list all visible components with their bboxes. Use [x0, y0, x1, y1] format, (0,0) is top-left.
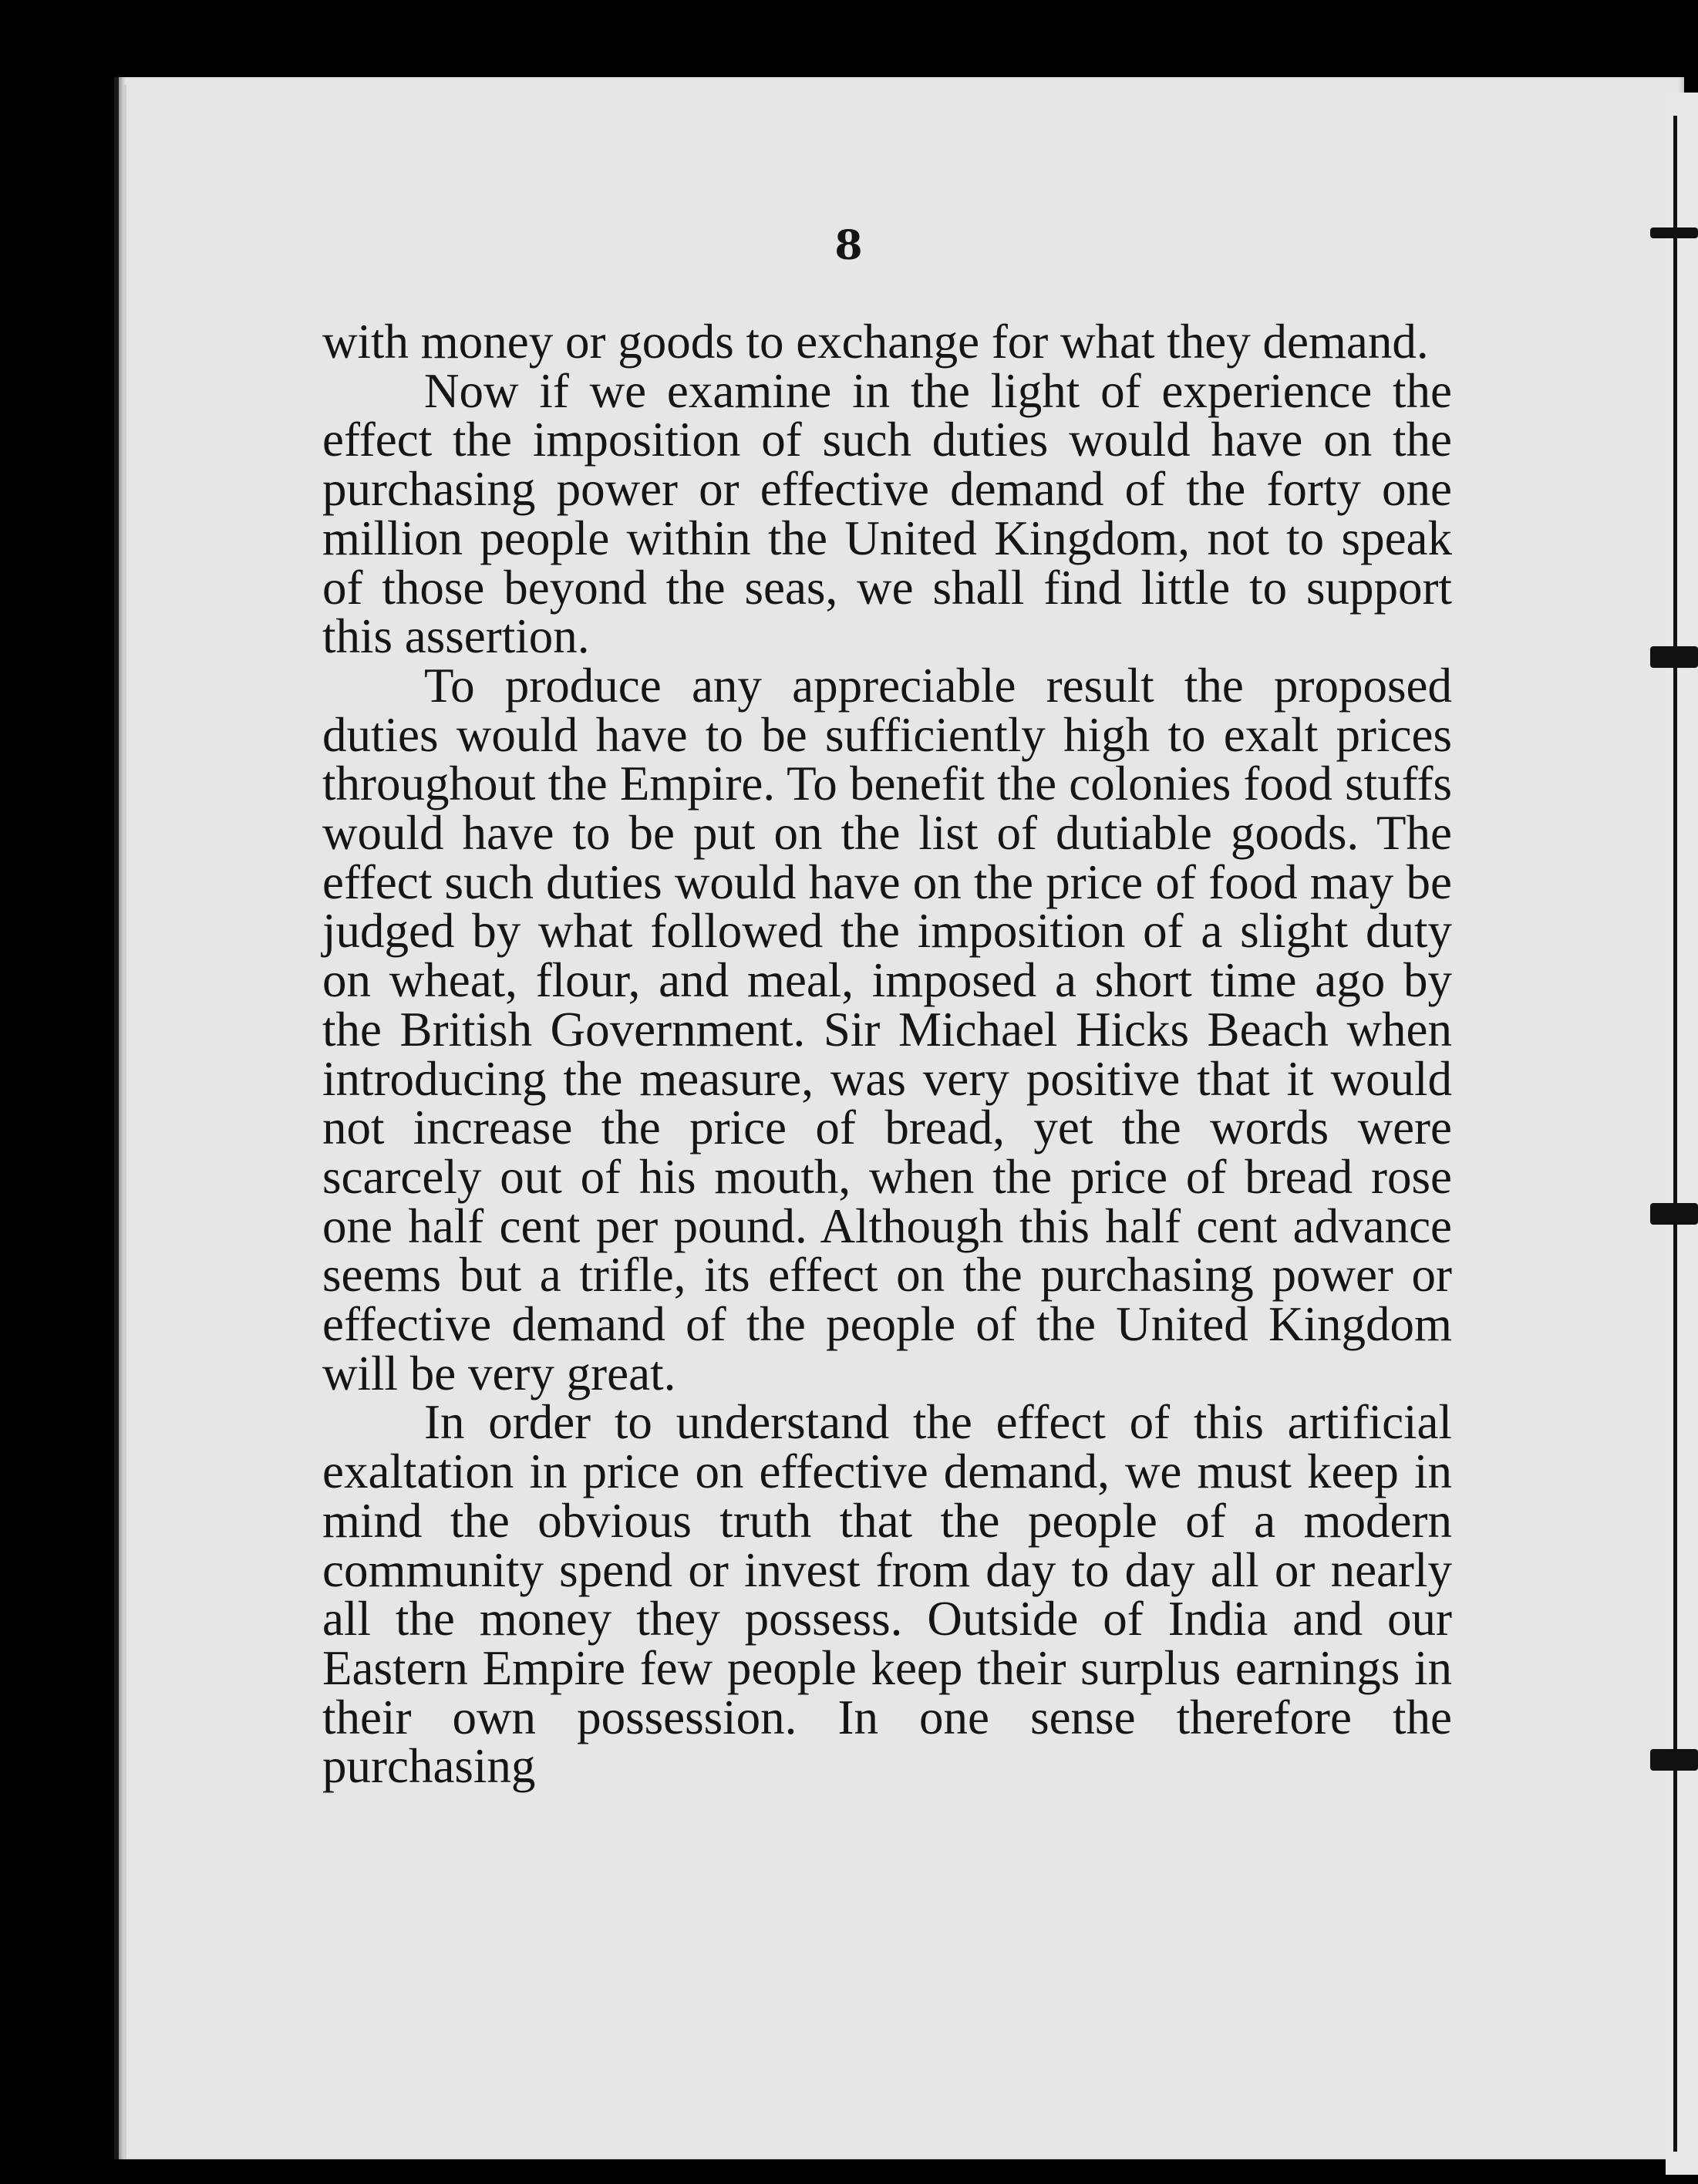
- paragraph: Now if we examine in the light of experience the effect the imposition of such duties would have on the purchasing power or effective demand of the forty one million people within the United Kingdom, not to speak of those beyond the seas, we shall find little to support this assertion.: [322, 363, 1452, 664]
- binding-rule: [1673, 116, 1677, 2152]
- paragraph: In order to understand the effect of this artificial exaltation in price on effective demand, we must keep in mind the obvious truth that the people of a modern community spend or invest from day to day all or nearly all the money they possess. Outside of India and our Eastern Empire few people keep their surplus earnings in their own possession. In one sense therefore the purchasing: [322, 1395, 1452, 1794]
- paragraph: To produce any appreciable result the proposed duties would have to be sufficiently high to exalt prices throughout the Empire. To benefit the colonies food stuffs would have to be put on the list of dutiable goods. The effect such duties would have on the price of food may be judged by what followed the imposition of a slight duty on wheat, flour, and meal, imposed a short time ago by the British Government. Sir Michael Hicks Beach when introducing the measure, was very positive that it would not increase the price of bread, yet the words were scarcely out of his mouth, when the price of bread rose one half cent per pound. Although this half cent advance seems but a trifle, its effect on the purchasing power or effective demand of the people of the United Kingdom will be very great.: [322, 658, 1452, 1400]
- page-left-edge: [123, 85, 126, 2159]
- page-number: 8: [834, 222, 864, 269]
- binding-clip-mark: [1650, 646, 1698, 668]
- binding-clip-mark: [1650, 1203, 1698, 1225]
- facing-page-edge: [1666, 93, 1698, 2175]
- binding-clip-mark: [1650, 1749, 1698, 1771]
- paragraph: with money or goods to exchange for what they demand.: [322, 315, 1429, 369]
- body-text: [322, 315, 1452, 1794]
